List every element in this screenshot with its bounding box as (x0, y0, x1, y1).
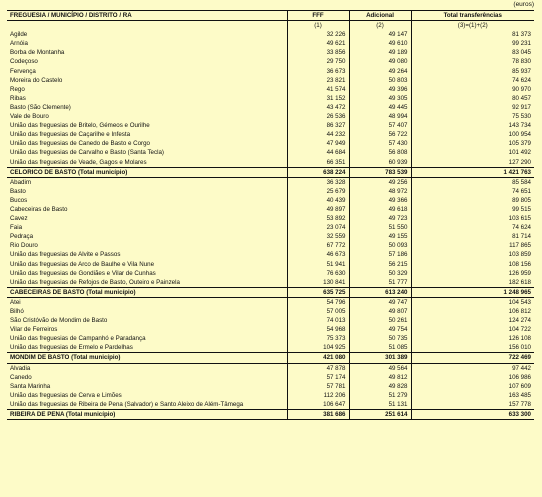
table-row (7, 316, 534, 325)
table-row (7, 67, 534, 76)
cell-total: 117 865 (411, 241, 534, 250)
cell-name: União das freguesias de Gondiães e Vilar de Cunhas (10, 269, 156, 277)
cell-fff: 67 772 (287, 241, 349, 250)
cell-name: União das freguesias de Canedo de Basto e Corgo (10, 140, 150, 148)
table-row (7, 30, 534, 39)
cell-adicional: 613 240 (349, 287, 411, 297)
cell-total: 633 300 (411, 410, 534, 420)
cell-name: Basto (10, 187, 26, 195)
cell-total: 157 778 (411, 400, 534, 410)
cell-adicional: 48 994 (349, 112, 411, 121)
table-row (7, 76, 534, 85)
cell-fff: 74 013 (287, 316, 349, 325)
cell-name: União das freguesias de Caçarilhe e Infesta (10, 131, 131, 139)
header-total: Total transferências (411, 11, 534, 21)
cell-fff: 41 574 (287, 85, 349, 94)
table-row (7, 48, 534, 57)
cell-adicional: 301 389 (349, 353, 411, 363)
cell-fff: 36 673 (287, 67, 349, 76)
cell-total: 100 954 (411, 130, 534, 139)
table-row (7, 196, 534, 205)
cell-adicional: 51 777 (349, 278, 411, 288)
cell-fff: 47 949 (287, 139, 349, 148)
cell-adicional: 49 155 (349, 232, 411, 241)
cell-total: 81 373 (411, 30, 534, 39)
cell-total: 85 937 (411, 67, 534, 76)
cell-adicional: 50 803 (349, 76, 411, 85)
cell-adicional: 49 445 (349, 103, 411, 112)
cell-fff: 57 781 (287, 382, 349, 391)
table-header-row (7, 11, 534, 21)
cell-adicional: 49 396 (349, 85, 411, 94)
cell-total: 74 624 (411, 223, 534, 232)
total-row (7, 353, 534, 363)
table-row (7, 307, 534, 316)
table-row (7, 363, 534, 373)
cell-total: 99 231 (411, 39, 534, 48)
table-row (7, 103, 534, 112)
cell-adicional: 56 722 (349, 130, 411, 139)
cell-fff: 54 968 (287, 325, 349, 334)
cell-adicional: 50 735 (349, 334, 411, 343)
cell-name: Abadim (10, 178, 31, 186)
cell-total: 99 515 (411, 205, 534, 214)
cell-total: 81 714 (411, 232, 534, 241)
cell-name: Bilhó (10, 308, 24, 315)
cell-name: Arnóia (10, 40, 28, 48)
cell-adicional: 57 407 (349, 121, 411, 130)
cell-name: União das freguesias de Veade, Gagos e Molares (10, 158, 147, 166)
cell-total: 104 722 (411, 325, 534, 334)
cell-total: 126 108 (411, 334, 534, 343)
table-body (7, 30, 534, 419)
subheader-total: (3)=(1)+(2) (411, 21, 534, 31)
cell-fff: 43 472 (287, 103, 349, 112)
table-row (7, 130, 534, 139)
table-row (7, 400, 534, 410)
cell-name: RIBEIRA DE PENA (Total município) (7, 410, 287, 420)
cell-fff: 32 226 (287, 30, 349, 39)
cell-adicional: 57 430 (349, 139, 411, 148)
table-row (7, 382, 534, 391)
cell-adicional: 783 539 (349, 167, 411, 177)
cell-total: 90 970 (411, 85, 534, 94)
cell-fff: 26 536 (287, 112, 349, 121)
cell-total: 156 010 (411, 343, 534, 353)
cell-name: União das freguesias de Campanhó e Paradança (10, 335, 146, 343)
table-row (7, 250, 534, 259)
cell-total: 1 248 965 (411, 287, 534, 297)
cell-adicional: 49 264 (349, 67, 411, 76)
cell-name: Alvadia (10, 364, 31, 372)
cell-fff: 75 373 (287, 334, 349, 343)
cell-total: 107 609 (411, 382, 534, 391)
table-row (7, 343, 534, 353)
cell-fff: 130 841 (287, 278, 349, 288)
cell-adicional: 49 723 (349, 214, 411, 223)
cell-adicional: 49 147 (349, 30, 411, 39)
cell-name: Bucos (10, 196, 28, 204)
table-row (7, 297, 534, 307)
cell-adicional: 49 256 (349, 177, 411, 187)
cell-total: 722 469 (411, 353, 534, 363)
cell-name: União das freguesias de Ribeira de Pena (Salvador) e Santo Aleixo de Além-Tâmega (10, 400, 244, 408)
cell-fff: 49 621 (287, 39, 349, 48)
cell-name: Rego (10, 85, 25, 93)
cell-total: 85 584 (411, 177, 534, 187)
cell-adicional: 49 747 (349, 297, 411, 307)
cell-fff: 31 152 (287, 94, 349, 103)
cell-name: MONDIM DE BASTO (Total município) (7, 353, 287, 363)
cell-fff: 32 559 (287, 232, 349, 241)
cell-fff: 47 878 (287, 363, 349, 373)
cell-adicional: 49 812 (349, 373, 411, 382)
cell-adicional: 49 610 (349, 39, 411, 48)
cell-total: 124 274 (411, 316, 534, 325)
cell-name: São Cristóvão de Mondim de Basto (10, 317, 108, 325)
cell-fff: 46 673 (287, 250, 349, 259)
cell-fff: 23 074 (287, 223, 349, 232)
table-subheader-row (7, 21, 534, 31)
cell-fff: 421 080 (287, 353, 349, 363)
cell-total: 103 859 (411, 250, 534, 259)
table-row (7, 158, 534, 168)
header-adicional: Adicional (349, 11, 411, 21)
cell-fff: 40 439 (287, 196, 349, 205)
cell-name: União das freguesias de Ermelo e Pardelhas (10, 344, 133, 352)
cell-adicional: 49 828 (349, 382, 411, 391)
cell-name: Rio Douro (10, 242, 38, 250)
cell-adicional: 51 279 (349, 391, 411, 400)
cell-adicional: 60 939 (349, 158, 411, 168)
total-row (7, 410, 534, 420)
cell-total: 103 615 (411, 214, 534, 223)
cell-adicional: 50 261 (349, 316, 411, 325)
cell-adicional: 48 972 (349, 187, 411, 196)
cell-adicional: 51 131 (349, 400, 411, 410)
cell-name: Santa Marinha (10, 382, 51, 390)
cell-fff: 86 327 (287, 121, 349, 130)
cell-adicional: 49 564 (349, 363, 411, 373)
cell-adicional: 251 614 (349, 410, 411, 420)
cell-fff: 57 005 (287, 307, 349, 316)
cell-name: CABECEIRAS DE BASTO (Total município) (7, 287, 287, 297)
cell-adicional: 49 189 (349, 48, 411, 57)
cell-name: Agilde (10, 31, 28, 39)
cell-name: Basto (São Clemente) (10, 103, 71, 111)
table-row (7, 260, 534, 269)
cell-name: Cavez (10, 215, 28, 223)
cell-name: Faia (10, 224, 23, 232)
table-row (7, 94, 534, 103)
cell-fff: 638 224 (287, 167, 349, 177)
cell-fff: 112 206 (287, 391, 349, 400)
table-row (7, 139, 534, 148)
cell-total: 97 442 (411, 363, 534, 373)
cell-total: 101 492 (411, 148, 534, 157)
cell-adicional: 51 550 (349, 223, 411, 232)
cell-adicional: 49 305 (349, 94, 411, 103)
cell-total: 83 045 (411, 48, 534, 57)
table-row (7, 334, 534, 343)
header-name: FREGUESIA / MUNICÍPIO / DISTRITO / RA (7, 11, 287, 21)
cell-fff: 66 351 (287, 158, 349, 168)
cell-total: 1 421 763 (411, 167, 534, 177)
table-row (7, 57, 534, 66)
cell-fff: 49 897 (287, 205, 349, 214)
cell-name: União das freguesias de Britelo, Gémeos e Ourilhe (10, 122, 150, 130)
cell-adicional: 49 807 (349, 307, 411, 316)
cell-adicional: 50 093 (349, 241, 411, 250)
cell-name: Vilar de Ferreiros (10, 326, 58, 334)
table-row (7, 121, 534, 130)
cell-fff: 29 750 (287, 57, 349, 66)
table-row (7, 278, 534, 288)
cell-fff: 381 686 (287, 410, 349, 420)
cell-fff: 36 328 (287, 177, 349, 187)
cell-total: 105 379 (411, 139, 534, 148)
table-row (7, 269, 534, 278)
cell-name: Ribas (10, 94, 26, 102)
cell-total: 163 485 (411, 391, 534, 400)
cell-name: Codeçoso (10, 58, 38, 66)
cell-fff: 57 174 (287, 373, 349, 382)
table-row (7, 177, 534, 187)
cell-fff: 106 647 (287, 400, 349, 410)
table-row (7, 205, 534, 214)
total-row (7, 167, 534, 177)
cell-total: 74 624 (411, 76, 534, 85)
cell-fff: 51 941 (287, 260, 349, 269)
cell-total: 182 618 (411, 278, 534, 288)
cell-fff: 44 684 (287, 148, 349, 157)
cell-adicional: 49 618 (349, 205, 411, 214)
cell-adicional: 49 754 (349, 325, 411, 334)
cell-name: Pedraça (10, 233, 34, 241)
table-row (7, 39, 534, 48)
cell-name: Fervença (10, 67, 36, 75)
cell-name: Cabeceiras de Basto (10, 205, 68, 213)
cell-total: 143 734 (411, 121, 534, 130)
cell-name: União das freguesias de Alvite e Passos (10, 251, 121, 259)
cell-total: 106 986 (411, 373, 534, 382)
cell-adicional: 49 366 (349, 196, 411, 205)
table-row (7, 241, 534, 250)
total-row (7, 287, 534, 297)
cell-total: 108 156 (411, 260, 534, 269)
table-row (7, 223, 534, 232)
cell-name: Borba de Montanha (10, 49, 65, 57)
cell-adicional: 56 215 (349, 260, 411, 269)
table-row (7, 373, 534, 382)
units-note: (euros) (513, 1, 534, 8)
cell-name: União das freguesias de Carvalho e Basto (Santa Tecla) (10, 149, 164, 157)
table-row (7, 232, 534, 241)
cell-adicional: 50 329 (349, 269, 411, 278)
cell-name: União das freguesias de Refojos de Basto, Outeiro e Painzela (10, 278, 180, 286)
cell-total: 74 651 (411, 187, 534, 196)
table-row (7, 325, 534, 334)
cell-fff: 104 925 (287, 343, 349, 353)
cell-fff: 635 725 (287, 287, 349, 297)
cell-fff: 25 679 (287, 187, 349, 196)
table-row (7, 148, 534, 157)
cell-name: União das freguesias de Arco de Baulhe e Vila Nune (10, 260, 155, 268)
cell-adicional: 56 808 (349, 148, 411, 157)
cell-total: 78 830 (411, 57, 534, 66)
cell-fff: 76 630 (287, 269, 349, 278)
cell-total: 127 290 (411, 158, 534, 168)
table-row (7, 214, 534, 223)
cell-fff: 23 821 (287, 76, 349, 85)
cell-name: Canedo (10, 373, 32, 381)
subheader-adicional: (2) (349, 21, 411, 31)
cell-name: Atei (10, 298, 21, 306)
cell-fff: 44 232 (287, 130, 349, 139)
cell-total: 104 543 (411, 297, 534, 307)
cell-total: 106 812 (411, 307, 534, 316)
cell-adicional: 51 085 (349, 343, 411, 353)
cell-total: 92 917 (411, 103, 534, 112)
table-row (7, 85, 534, 94)
transfers-table (7, 10, 534, 420)
header-fff: FFF (287, 11, 349, 21)
table-row (7, 112, 534, 121)
cell-adicional: 57 186 (349, 250, 411, 259)
cell-name: CELORICO DE BASTO (Total município) (7, 167, 287, 177)
cell-total: 80 457 (411, 94, 534, 103)
cell-name: Vale de Bouro (10, 113, 49, 121)
cell-name: União das freguesias de Cerva e Limões (10, 391, 122, 399)
table-row (7, 391, 534, 400)
cell-fff: 33 856 (287, 48, 349, 57)
table-row (7, 187, 534, 196)
cell-fff: 53 892 (287, 214, 349, 223)
cell-adicional: 49 080 (349, 57, 411, 66)
subheader-fff: (1) (287, 21, 349, 31)
cell-name: Moreira do Castelo (10, 76, 63, 84)
cell-total: 89 805 (411, 196, 534, 205)
cell-total: 126 959 (411, 269, 534, 278)
cell-total: 75 530 (411, 112, 534, 121)
cell-fff: 54 796 (287, 297, 349, 307)
